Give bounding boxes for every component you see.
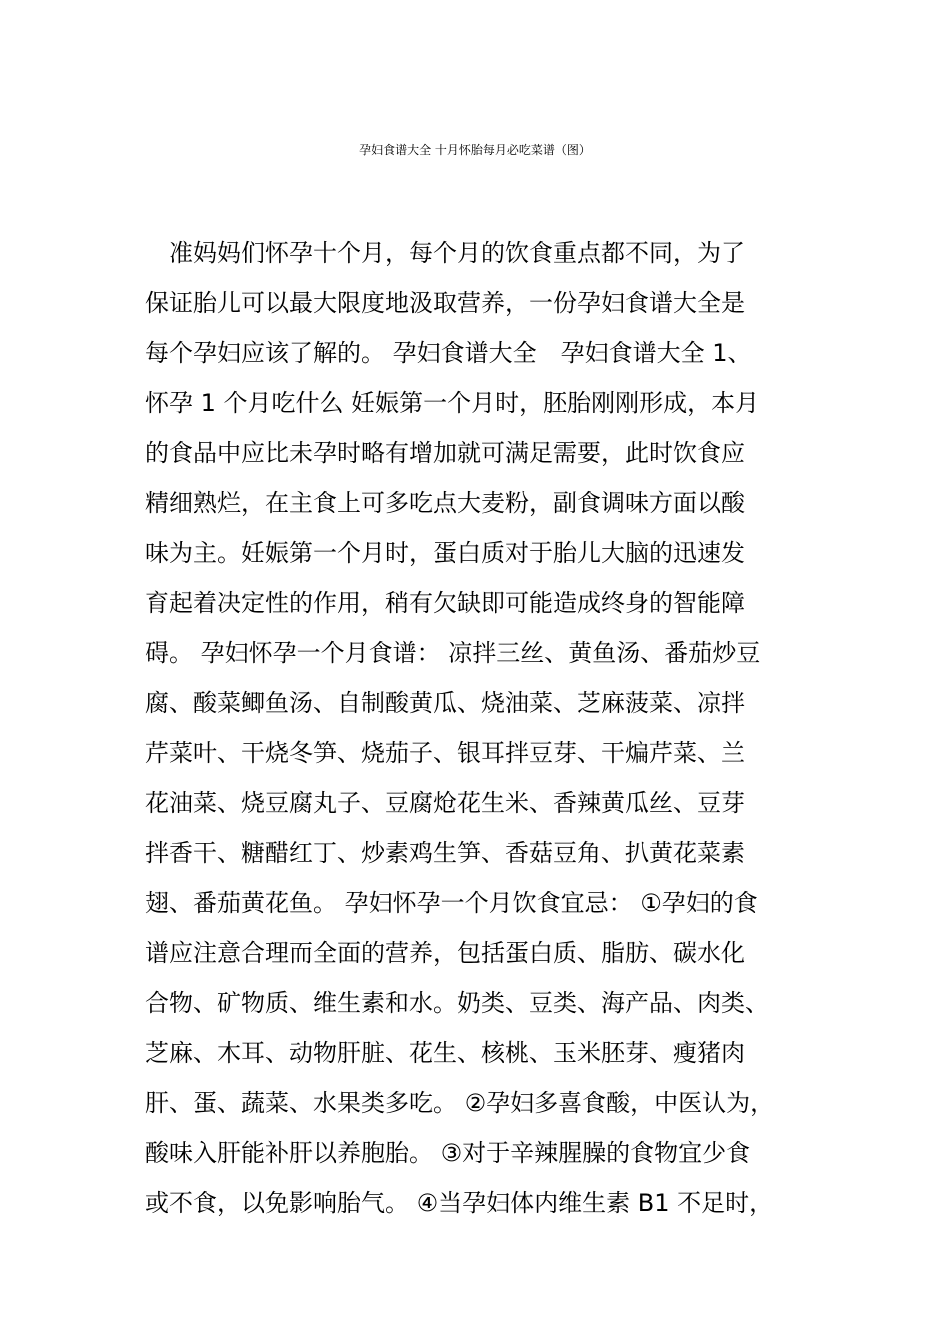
- text-line: 每个孕妇应该了解的。 孕妇食谱大全 孕妇食谱大全 1、: [145, 339, 752, 367]
- text-line: 谱应注意合理而全面的营养，包括蛋白质、脂肪、碳水化: [145, 939, 745, 967]
- text-line: 的食品中应比未孕时略有增加就可满足需要，此时饮食应: [145, 439, 745, 467]
- text-line: 芝麻、木耳、动物肝脏、花生、核桃、玉米胚芽、瘦猪肉: [145, 1039, 745, 1067]
- text-line: 准妈妈们怀孕十个月，每个月的饮食重点都不同，为了: [145, 239, 745, 267]
- text-line: 合物、矿物质、维生素和水。奶类、豆类、海产品、肉类、: [145, 989, 769, 1017]
- text-line: 碍。 孕妇怀孕一个月食谱： 凉拌三丝、黄鱼汤、番茄炒豆: [145, 639, 761, 667]
- body-paragraph: [145, 228, 815, 1228]
- text-line: 腐、酸菜鲫鱼汤、自制酸黄瓜、烧油菜、芝麻菠菜、凉拌: [145, 689, 745, 717]
- text-line: 或不食，以免影响胎气。 ④当孕妇体内维生素 B1 不足时，: [145, 1189, 774, 1217]
- text-line: 味为主。妊娠第一个月时，蛋白质对于胎儿大脑的迅速发: [145, 539, 745, 567]
- text-line: 育起着决定性的作用，稍有欠缺即可能造成终身的智能障: [145, 589, 745, 617]
- text-line: 酸味入肝能补肝以养胞胎。 ③对于辛辣腥臊的食物宜少食: [145, 1139, 751, 1167]
- document-title: 孕妇食谱大全 十月怀胎每月必吃菜谱（图）: [359, 143, 591, 157]
- text-line: 翅、番茄黄花鱼。 孕妇怀孕一个月饮食宜忌： ①孕妇的食: [145, 889, 758, 917]
- text-line: 花油菜、烧豆腐丸子、豆腐炝花生米、香辣黄瓜丝、豆芽: [145, 789, 745, 817]
- text-line: 芹菜叶、干烧冬笋、烧茄子、银耳拌豆芽、干煸芹菜、兰: [145, 739, 745, 767]
- text-line: 拌香干、糖醋红丁、炒素鸡生笋、香菇豆角、扒黄花菜素: [145, 839, 745, 867]
- text-line: 保证胎儿可以最大限度地汲取营养，一份孕妇食谱大全是: [145, 289, 745, 317]
- text-line: 怀孕 1 个月吃什么 妊娠第一个月时，胚胎刚刚形成，本月: [145, 389, 760, 417]
- text-line: 肝、蛋、蔬菜、水果类多吃。 ②孕妇多喜食酸，中医认为，: [145, 1089, 775, 1117]
- text-line: 精细熟烂，在主食上可多吃点大麦粉，副食调味方面以酸: [145, 489, 745, 517]
